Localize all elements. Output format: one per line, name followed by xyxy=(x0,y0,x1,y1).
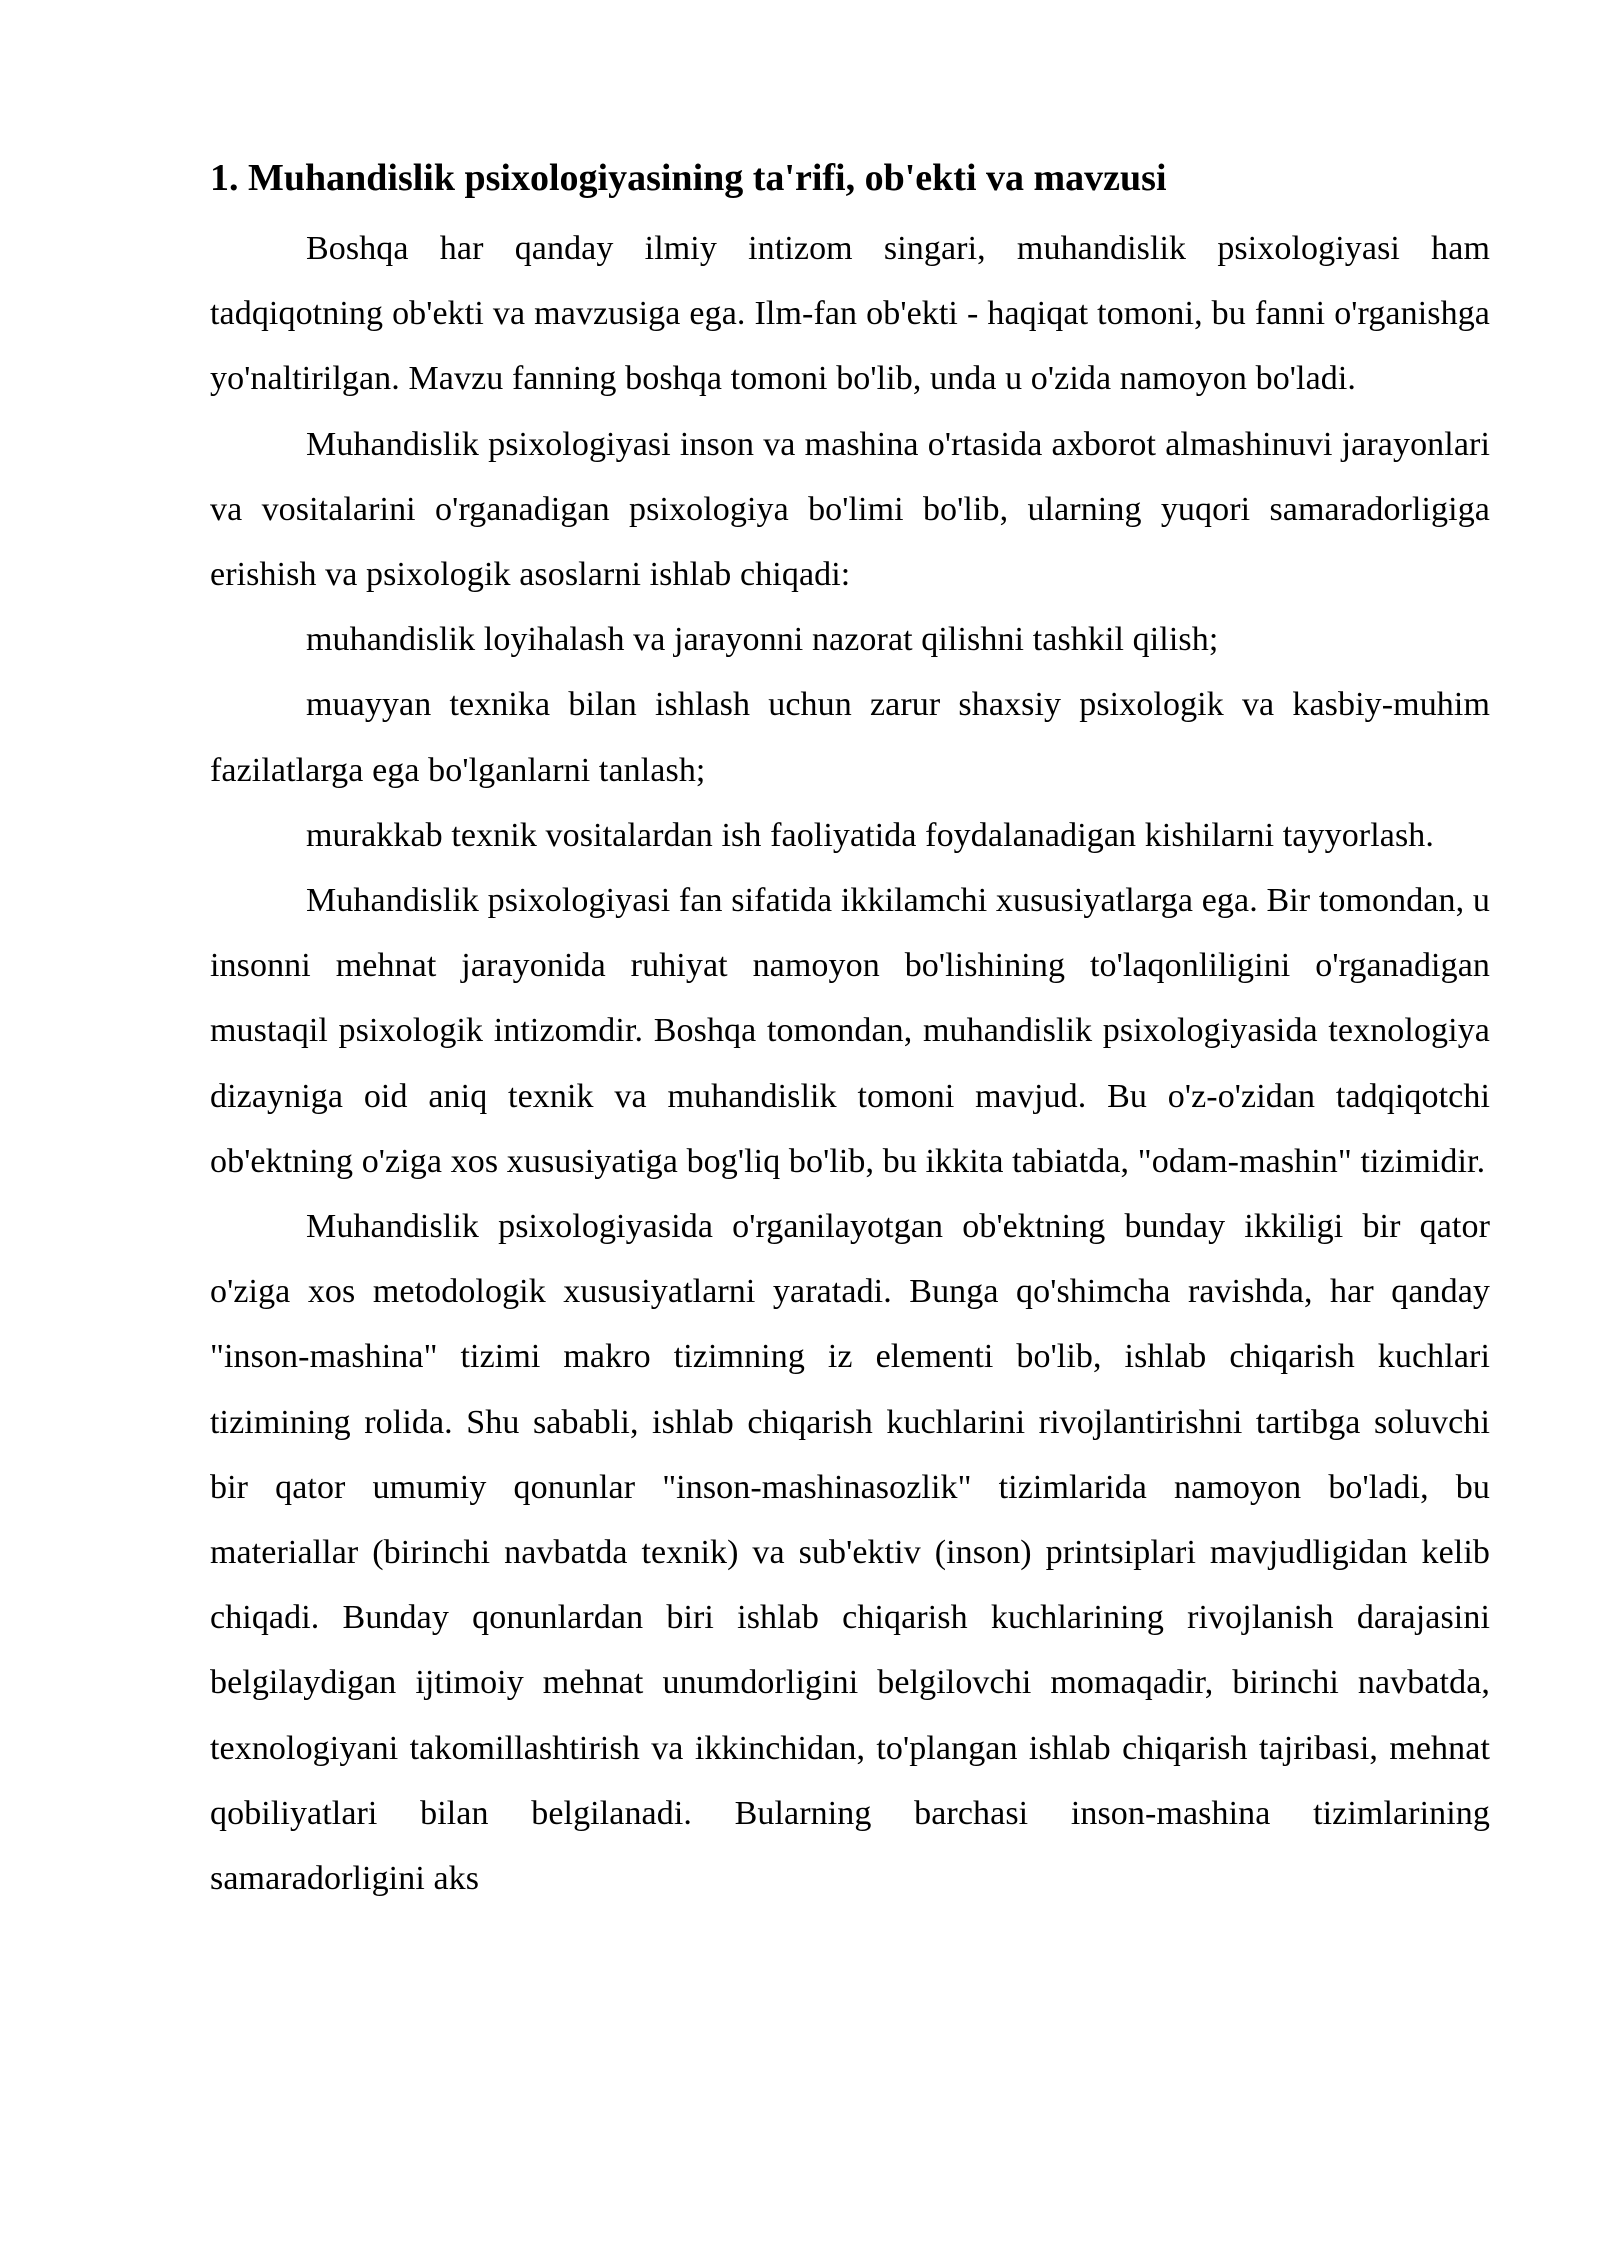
list-paragraph: murakkab texnik vositalardan ish faoliyatida foydalanadigan kishilarni tayyorlash. xyxy=(306,816,1434,854)
list-paragraph: muhandislik loyihalash va jarayonni nazorat qilishni tashkil qilish; xyxy=(306,621,1219,659)
list-paragraph: muayyan texnika bilan ishlash uchun zarur shaxsiy psixologik va kasbiy-muhim fazilatlarga ega bo'lganlarni tanlash; xyxy=(210,686,1490,789)
document-page xyxy=(210,140,1490,1911)
paragraph: Muhandislik psixologiyasi inson va mashina o'rtasida axborot almashinuvi jarayonlari va vositalarini o'rganadigan psixologiya bo'limi bo'lib, ularning yuqori samaradorligiga erishish va psixologik asoslarni ishlab chiqadi: xyxy=(210,425,1490,594)
paragraph: Muhandislik psixologiyasi fan sifatida ikkilamchi xususiyatlarga ega. Bir tomondan, u insonni mehnat jarayonida ruhiyat namoyon bo'lishining to'laqonliligini o'rganadigan mustaqil psixologik intizomdir. Boshqa tomondan, muhandislik psixologiyasida texnologiya dizayniga oid aniq texnik va muhandislik tomoni mavjud. Bu o'z-o'zidan tadqiqotchi ob'ektning o'ziga xos xususiyatiga bog'liq bo'lib, bu ikkita tabiatda, "odam-mashin" tizimidir. xyxy=(210,882,1490,1180)
paragraph: Boshqa har qanday ilmiy intizom singari, muhandislik psixologiyasi ham tadqiqotning ob'ekti va mavzusiga ega. Ilm-fan ob'ekti - haqiqat tomoni, bu fanni o'rganishga yo'naltirilgan. Mavzu fanning boshqa tomoni bo'lib, unda u o'zida namoyon bo'ladi. xyxy=(210,230,1490,398)
section-heading: 1. Muhandislik psixologiyasining ta'rifi, ob'ekti va mavzusi xyxy=(210,157,1167,199)
paragraph: Muhandislik psixologiyasida o'rganilayotgan ob'ektning bunday ikkiligi bir qator o'ziga xos metodologik xususiyatlarni yaratadi. Bunga qo'shimcha ravishda, har qanday "inson-mashina" tizimi makro tizimning iz elementi bo'lib, ishlab chiqarish kuchlari tizimining rolida. Shu sababli, ishlab chiqarish kuchlarini rivojlantirishni tartibga soluvchi bir qator umumiy qonunlar "inson-mashinasozlik" tizimlarida namoyon bo'ladi, bu materiallar (birinchi navbatda texnik) va sub'ektiv (inson) printsiplari mavjudligidan kelib chiqadi. Bunday qonunlardan biri ishlab chiqarish kuchlarining rivojlanish darajasini belgilaydigan ijtimoiy mehnat unumdorligini belgilovchi momaqadir, birinchi navbatda, texnologiyani takomillashtirish va ikkinchidan, to'plangan ishlab chiqarish tajribasi, mehnat qobiliyatlari bilan belgilanadi. Bularning barchasi inson-mashina tizimlarining samaradorligini aks xyxy=(210,1208,1490,1898)
